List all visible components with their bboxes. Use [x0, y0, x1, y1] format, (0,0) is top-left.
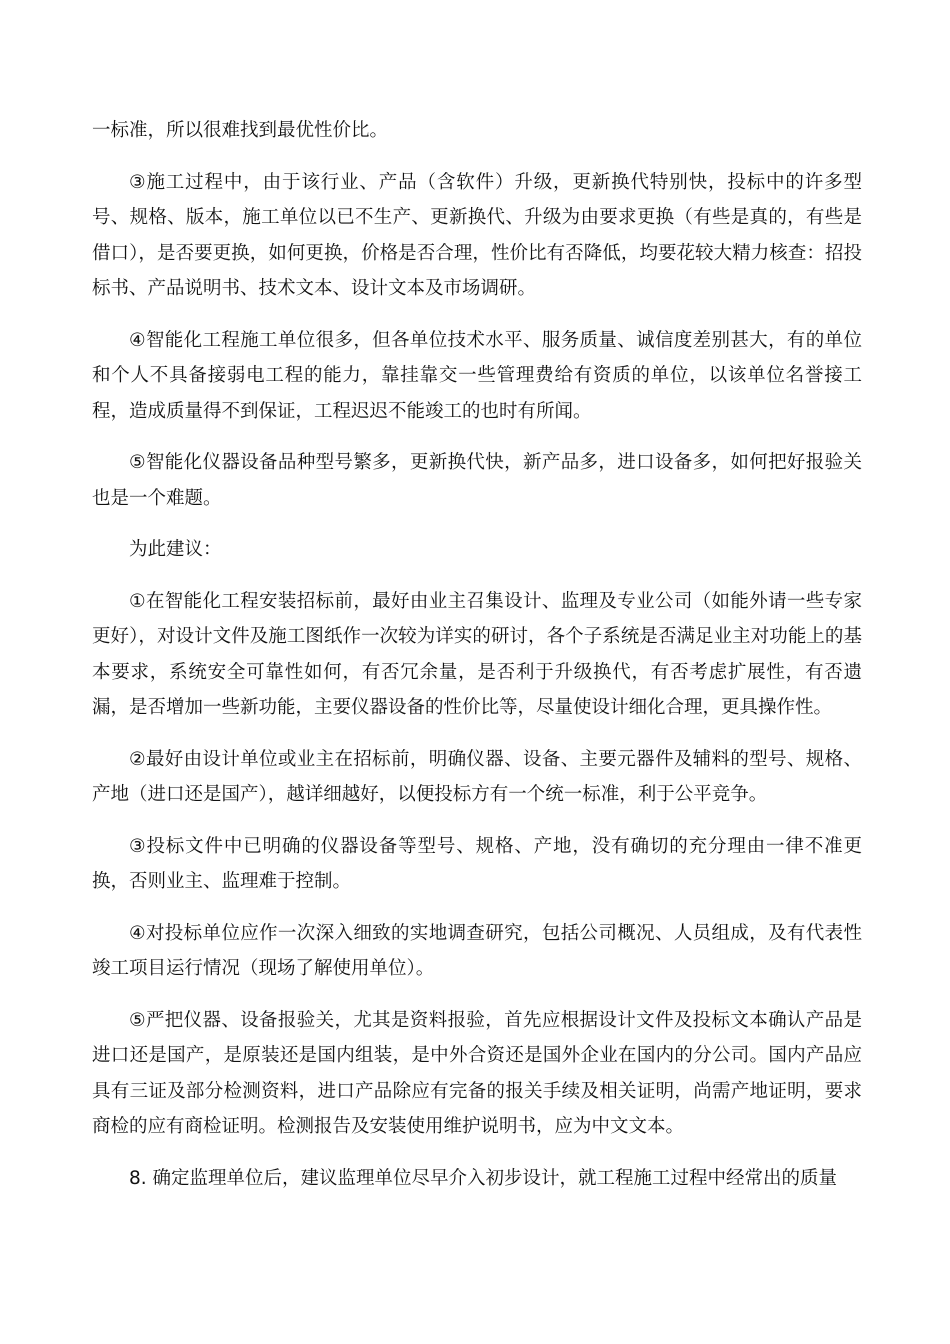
paragraph-5: 为此建议：: [129, 539, 222, 560]
paragraph-11: 8. 确定监理单位后，建议监理单位尽早介入初步设计，就工程施工过程中经常出的质量: [129, 1167, 838, 1189]
paragraph-2: ③施工过程中，由于该行业、产品（含软件）升级，更新换代特别快，投标中的许多型号、规格、版本，施工单位以已不生产、更新换代、升级为由要求更换（有些是真的，有些是借口），是否要更换，如何更换，价格是否合理，性价比有否降低，均要花较大精力核查：招投标书、产品说明书、技术文本、设计文本及市场调研。: [92, 171, 862, 299]
paragraph-9: ④对投标单位应作一次深入细致的实地调查研究，包括公司概况、人员组成，及有代表性竣工项目运行情况（现场了解使用单位）。: [92, 922, 862, 979]
paragraph-6: ①在智能化工程安装招标前，最好由业主召集设计、监理及专业公司（如能外请一些专家更好），对设计文件及施工图纸作一次较为详实的研讨，各个子系统是否满足业主对功能上的基本要求，系统安全可靠性如何，有否冗余量，是否利于升级换代，有否考虑扩展性，有否遗漏，是否增加一些新功能，主要仪器设备的性价比等，尽量使设计细化合理，更具操作性。: [92, 590, 862, 718]
paragraph-4: ⑤智能化仪器设备品种型号繁多，更新换代快，新产品多，进口设备多，如何把好报验关也是一个难题。: [92, 452, 862, 509]
document-page: [92, 113, 862, 1212]
paragraph-10: ⑤严把仪器、设备报验关，尤其是资料报验，首先应根据设计文件及投标文本确认产品是进口还是国产，是原装还是国内组装，是中外合资还是国外企业在国内的分公司。国内产品应具有三证及部分检测资料，进口产品除应有完备的报关手续及相关证明，尚需产地证明，要求商检的应有商检证明。检测报告及安装使用维护说明书，应为中文文本。: [92, 1009, 862, 1137]
paragraph-7: ②最好由设计单位或业主在招标前，明确仪器、设备、主要元器件及辅料的型号、规格、产地（进口还是国产），越详细越好，以便投标方有一个统一标准，利于公平竞争。: [92, 748, 862, 805]
paragraph-1: 一标准，所以很难找到最优性价比。: [92, 120, 389, 141]
paragraph-8: ③投标文件中已明确的仪器设备等型号、规格、产地，没有确切的充分理由一律不准更换，否则业主、监理难于控制。: [92, 835, 862, 892]
paragraph-3: ④智能化工程施工单位很多，但各单位技术水平、服务质量、诚信度差别甚大，有的单位和个人不具备接弱电工程的能力，靠挂靠交一些管理费给有资质的单位，以该单位名誉接工程，造成质量得不到保证，工程迟迟不能竣工的也时有所闻。: [92, 329, 862, 422]
